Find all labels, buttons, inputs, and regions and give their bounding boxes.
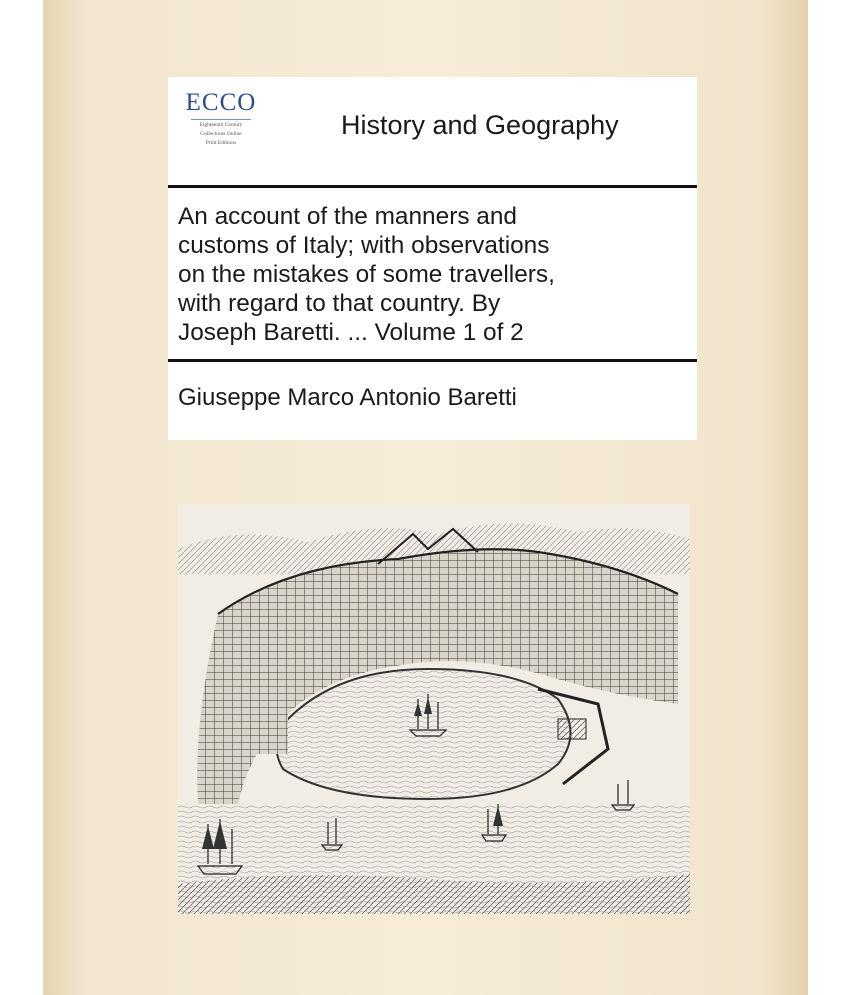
title-line: Joseph Baretti. ... Volume 1 of 2 bbox=[178, 319, 524, 346]
category-label: History and Geography bbox=[341, 110, 619, 140]
title-line: customs of Italy; with observations bbox=[178, 232, 550, 259]
ecco-logo bbox=[182, 89, 260, 173]
ecco-logo-mark: ECCO bbox=[185, 89, 257, 116]
header-row bbox=[168, 77, 697, 185]
author-name: Giuseppe Marco Antonio Baretti bbox=[178, 384, 517, 411]
title-line: with regard to that country. By bbox=[178, 290, 501, 317]
title-line: An account of the manners and bbox=[178, 203, 517, 230]
book-title bbox=[168, 188, 697, 359]
ecco-logo-line-1: Eighteenth Century bbox=[199, 122, 243, 128]
ecco-logo-line-2: Collections Online bbox=[200, 131, 242, 137]
cover-label-panel bbox=[168, 77, 697, 440]
engraving-image bbox=[178, 504, 690, 914]
ecco-logo-line-3: Print Editions bbox=[205, 140, 237, 146]
harbor-city-engraving bbox=[178, 504, 690, 914]
title-line: on the mistakes of some travellers, bbox=[178, 261, 555, 288]
